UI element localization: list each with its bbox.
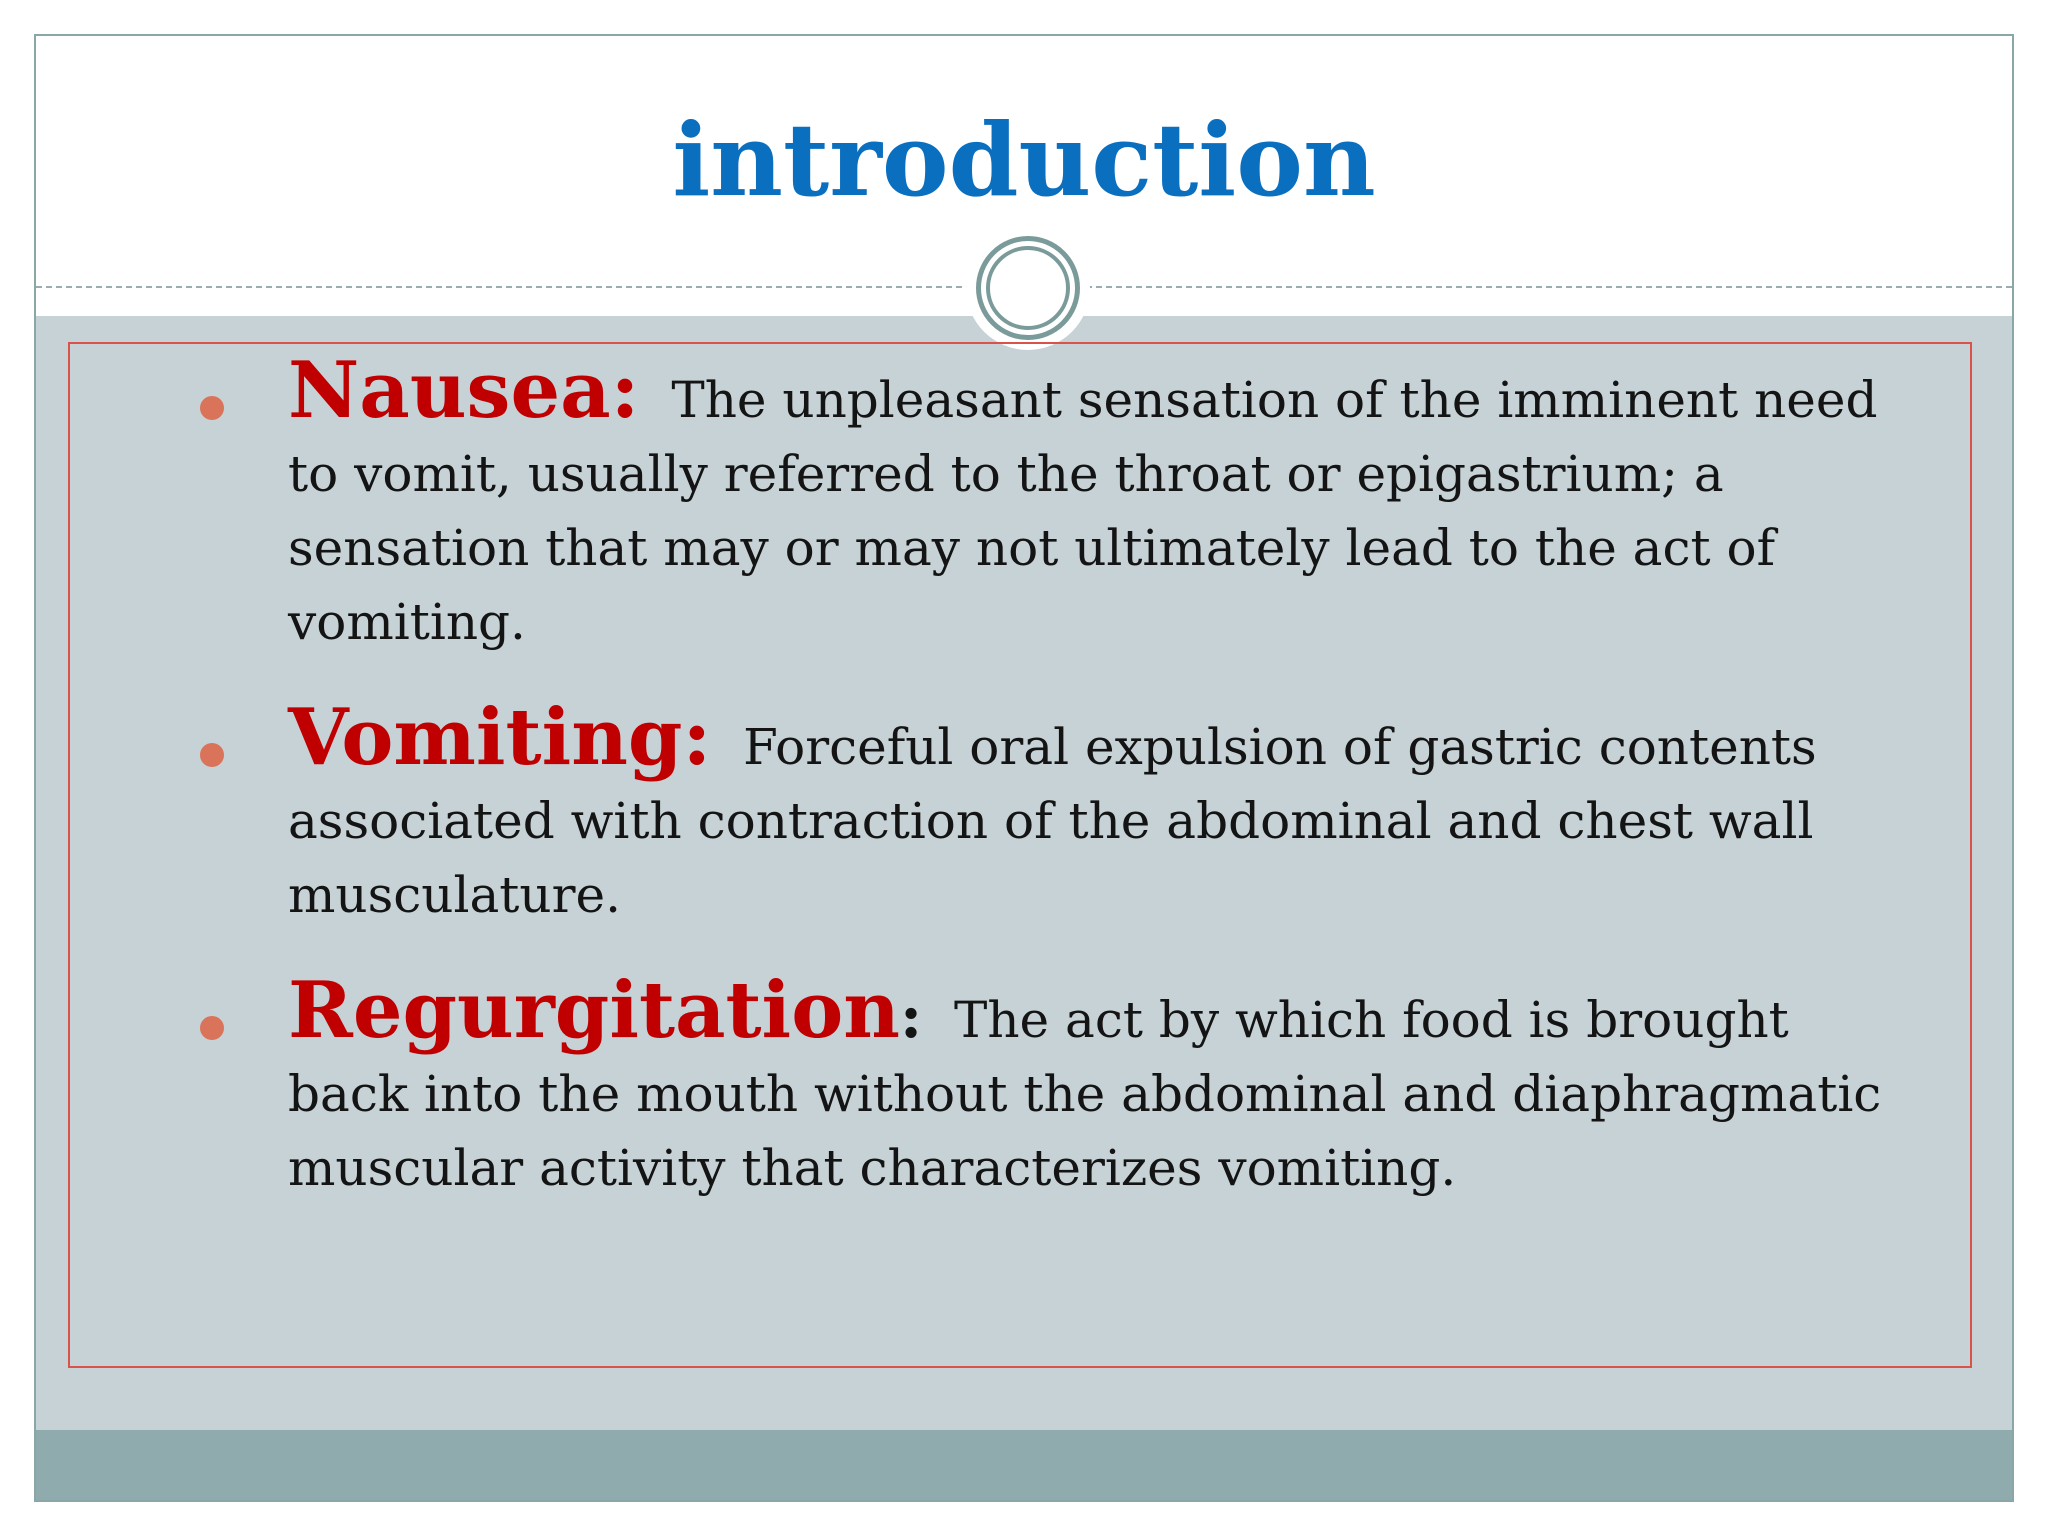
ornament-inner-ring (986, 246, 1070, 330)
list-item (200, 345, 1900, 659)
definition-vomiting: Forceful oral expulsion of gastric contents associated with contraction of the abdominal and chest wall musculature. (288, 718, 1817, 924)
bullet-dot-icon (200, 743, 224, 767)
list-item (200, 965, 1900, 1205)
circle-ornament-icon (966, 226, 1090, 350)
term-vomiting: Vomiting: (288, 692, 712, 783)
definition-regurgitation: The act by which food is brought back into the mouth without the abdominal and diaphragmatic muscular activity that characterizes vomiting. (288, 991, 1882, 1197)
footer-bar (36, 1430, 2012, 1500)
definition-nausea: The unpleasant sensation of the imminent need to vomit, usually referred to the throat or epigastrium; a sensation that may or may not ultimately lead to the act of vomiting. (288, 371, 1878, 651)
slide-title: introduction (672, 101, 1376, 219)
term-colon: : (899, 982, 923, 1052)
list-item (200, 692, 1900, 932)
term-nausea: Nausea: (288, 345, 640, 436)
bullet-dot-icon (200, 396, 224, 420)
bullet-dot-icon (200, 1016, 224, 1040)
term-regurgitation: Regurgitation: (288, 965, 923, 1056)
definition-list (200, 345, 1900, 1247)
